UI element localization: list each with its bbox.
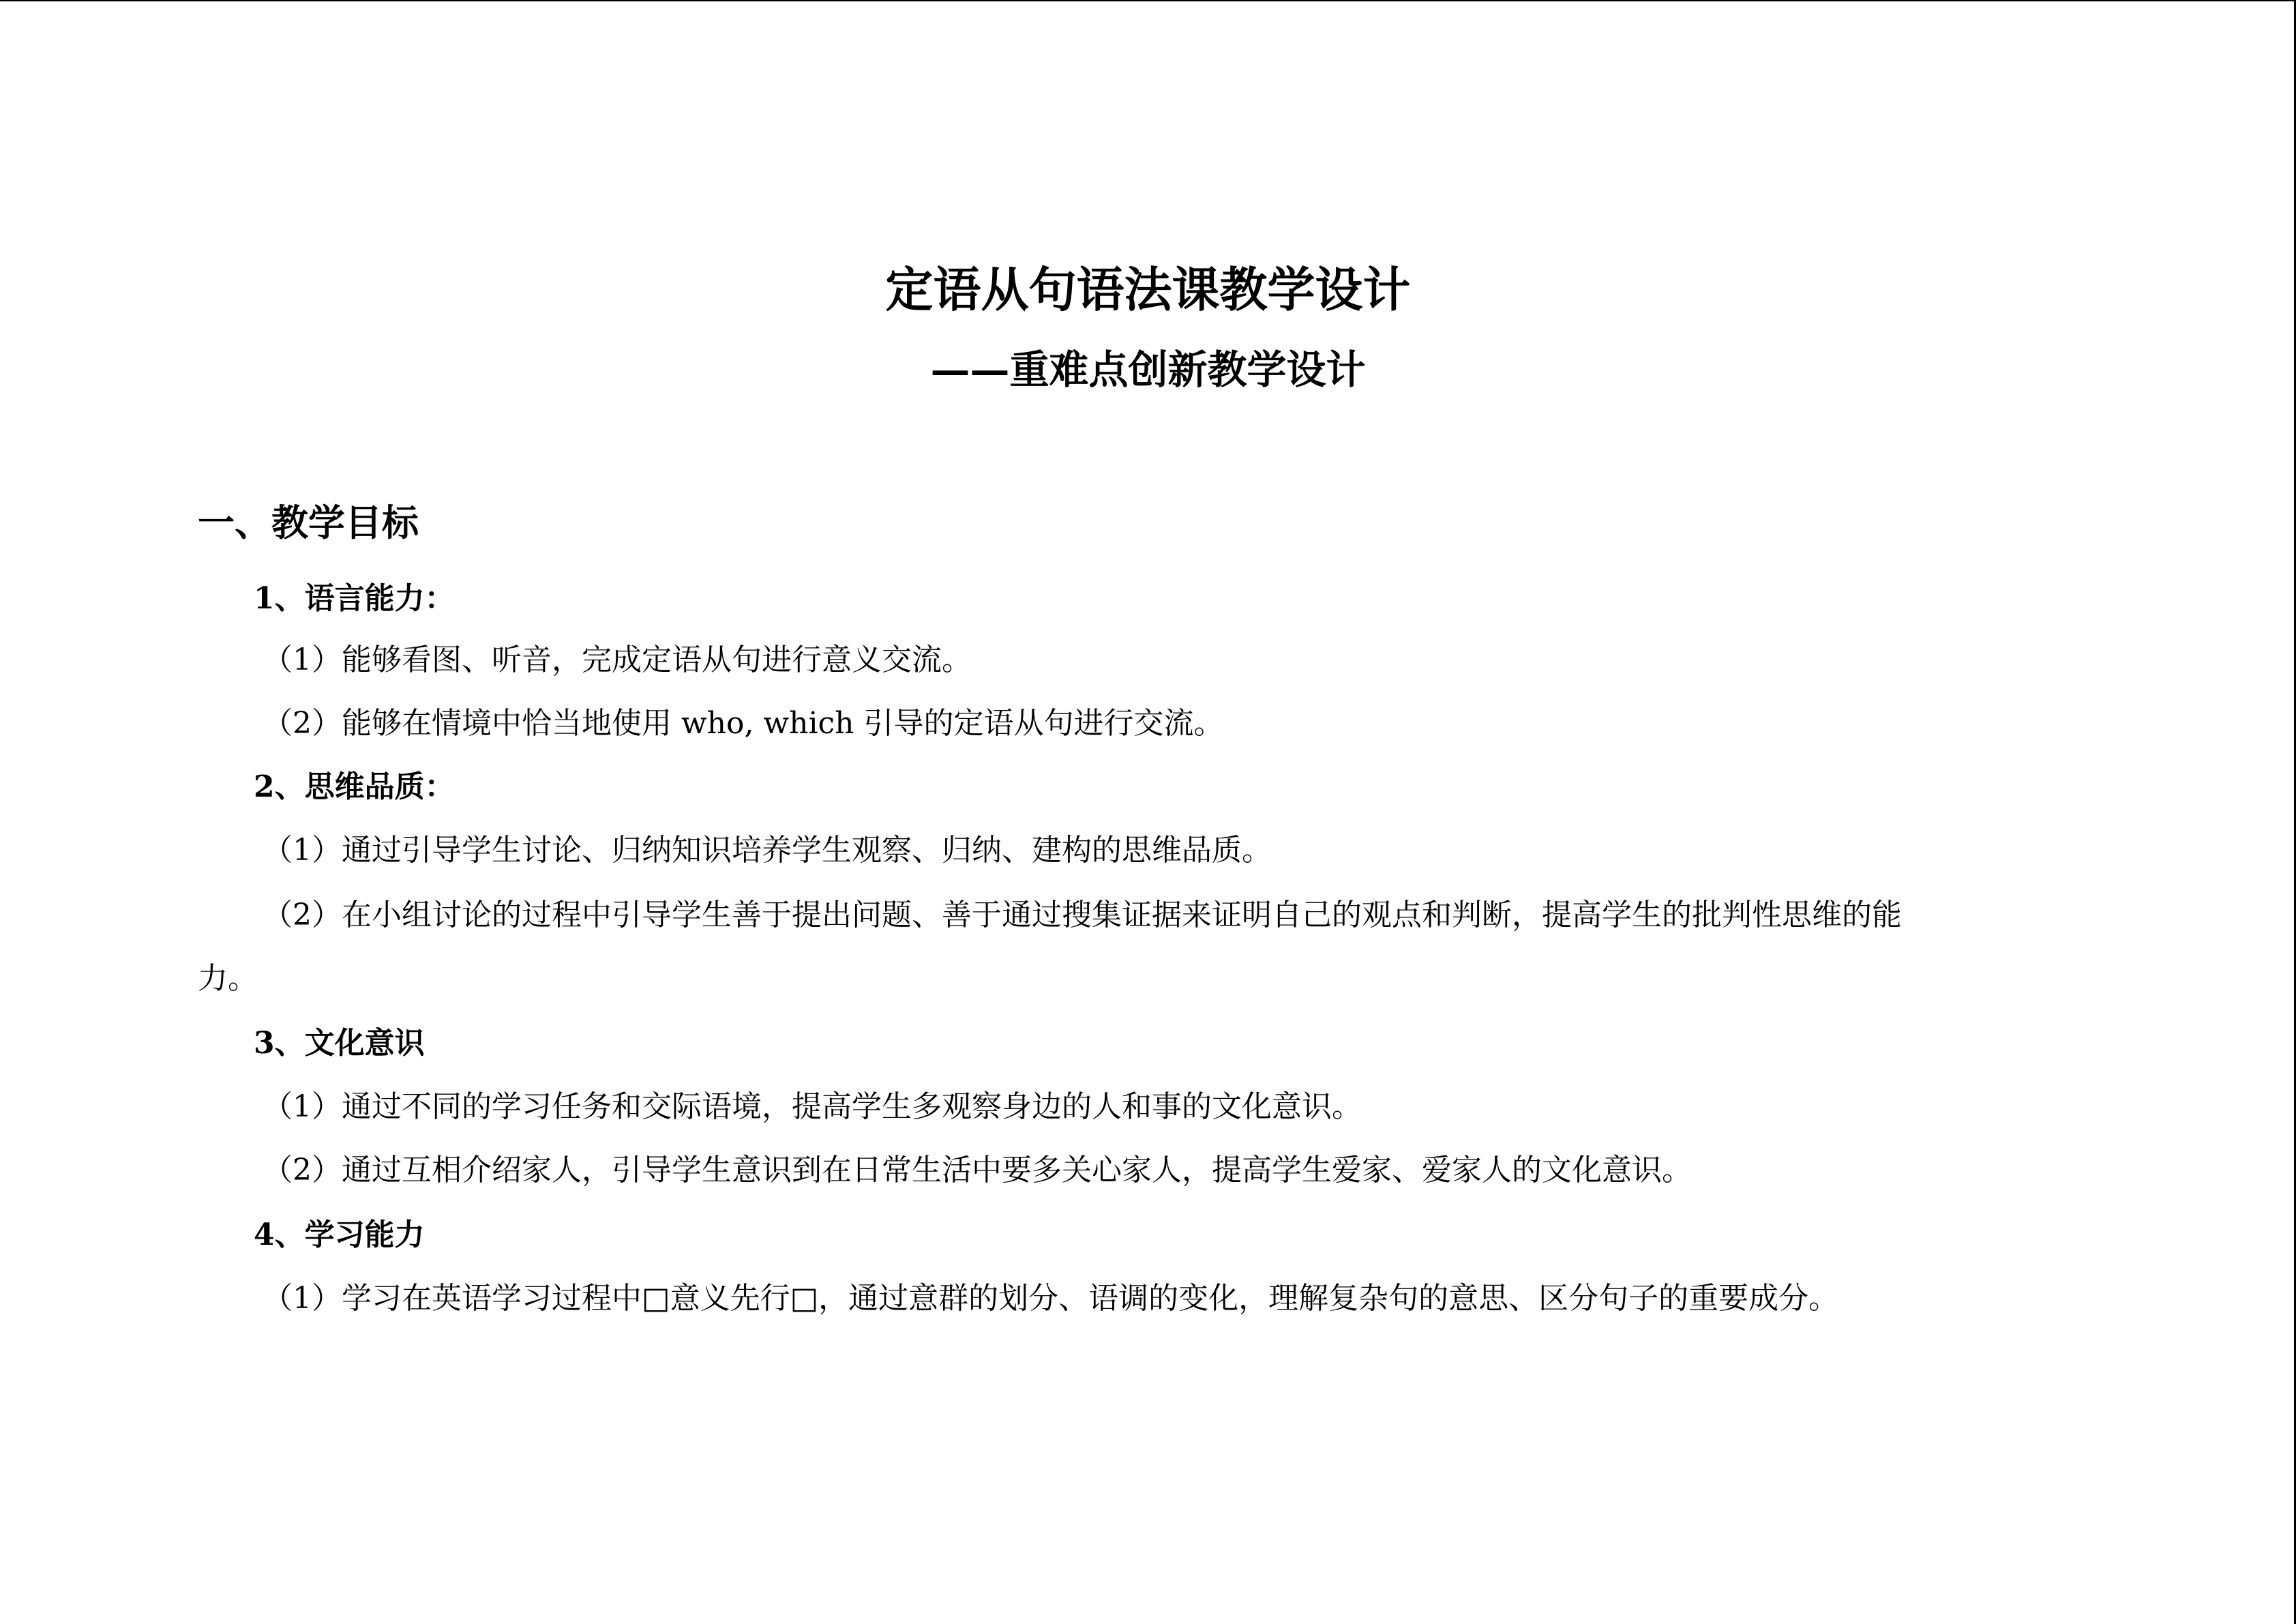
page-border-top [0, 0, 2296, 1]
list-item: （1）通过不同的学习任务和交际语境，提高学生多观察身边的人和事的文化意识。 [263, 1089, 1362, 1124]
list-item: （1）能够看图、听音，完成定语从句进行意义交流。 [263, 643, 972, 677]
document-title: 定语从句语法课教学设计 [885, 261, 1411, 318]
subheading-thinking-quality: 2、思维品质： [254, 769, 455, 804]
list-item: （2）能够在情境中恰当地使用 who, which 引导的定语从句进行交流。 [263, 706, 1224, 741]
list-item: （2）通过互相介绍家人，引导学生意识到在日常生活中要多关心家人，提高学生爱家、爱家人的文化意识。 [263, 1153, 1692, 1187]
section-heading-teaching-goals: 一、教学目标 [198, 501, 419, 544]
list-item: （2）在小组讨论的过程中引导学生善于提出问题、善于通过搜集证据来证明自己的观点和判断，提高学生的批判性思维的能 [263, 898, 1902, 932]
subheading-learning-ability: 4、学习能力 [254, 1217, 425, 1252]
list-item: （1）学习在英语学习过程中□意义先行□，通过意群的划分、语调的变化，理解复杂句的意思、区分句子的重要成分。 [263, 1281, 1839, 1316]
document-subtitle: ——重难点创新教学设计 [930, 346, 1366, 393]
list-item-continuation: 力。 [198, 961, 258, 996]
list-item: （1）通过引导学生讨论、归纳知识培养学生观察、归纳、建构的思维品质。 [263, 833, 1272, 868]
subheading-language-ability: 1、语言能力： [254, 581, 455, 616]
subheading-cultural-awareness: 3、文化意识 [254, 1026, 425, 1061]
